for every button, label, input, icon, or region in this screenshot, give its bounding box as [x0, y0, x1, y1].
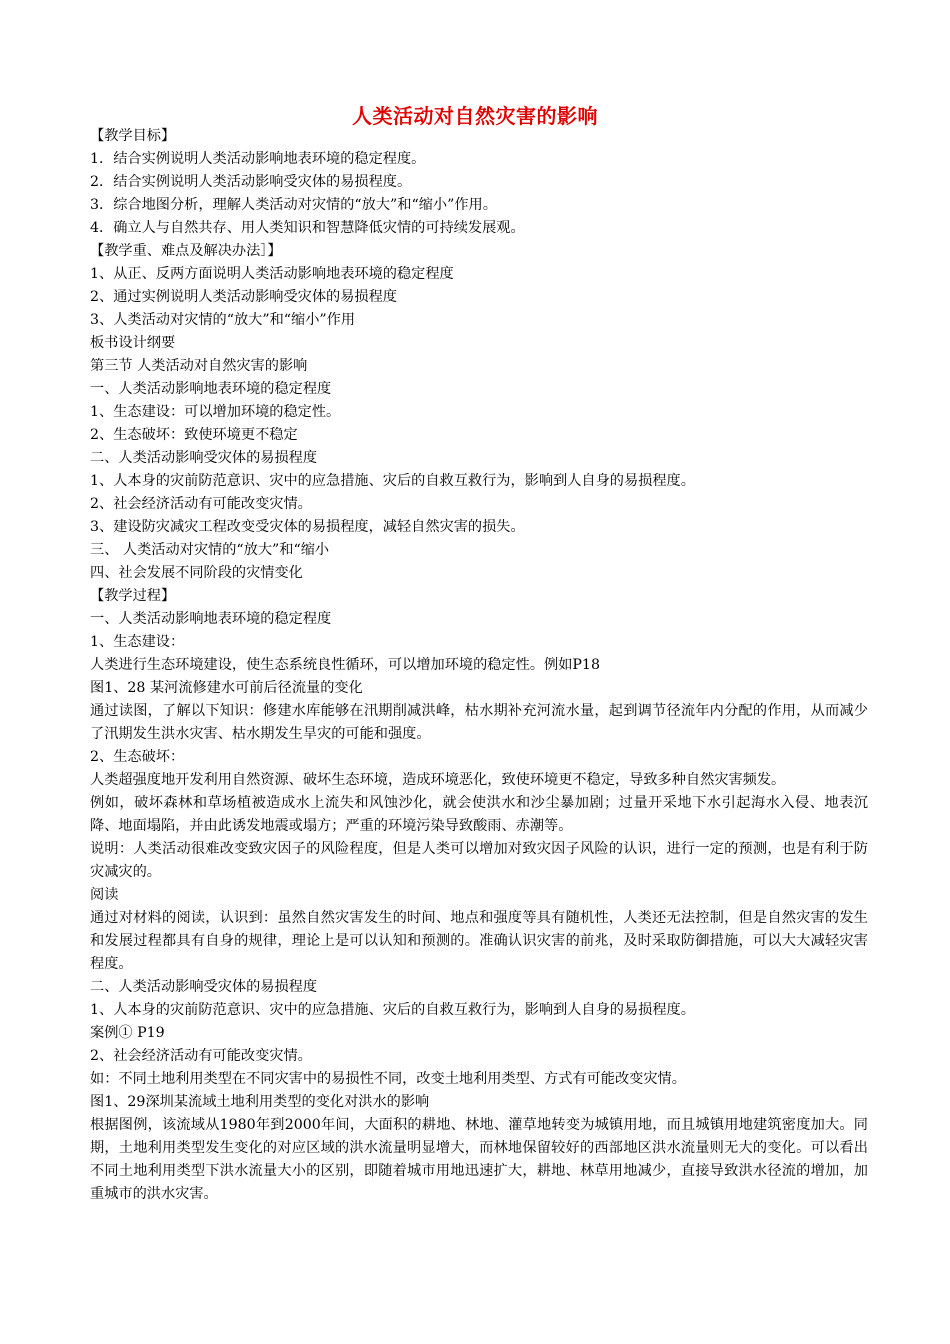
paragraph: 通过读图，了解以下知识：修建水库能够在汛期削减洪峰，枯水期补充河流水量，起到调节径流年内分配的作用，从而减少了汛期发生洪水灾害、枯水期发生旱灾的可能和强度。 — [90, 703, 868, 742]
paragraph: 1、生态建设： — [90, 634, 185, 650]
paragraph: 根据图例，该流域从1980年到2000年间，大面积的耕地、林地、灌草地转变为城镇用地，而且城镇用地建筑密度加大。同期，土地利用类型发生变化的对应区域的洪水流量明显增大，而林地保留较好的西部地区洪水流量则无大的变化。可以看出不同土地利用类型下洪水流量大小的区别，即随着城市用地迅速扩大，耕地、林草用地减少，直接导致洪水径流的增加，加重城市的洪水灾害。 — [90, 1117, 868, 1202]
paragraph: 一、人类活动影响地表环境的稳定程度 — [90, 381, 332, 397]
section-heading: 【教学重、难点及解决办法］】 — [90, 243, 282, 259]
paragraph: 四、社会发展不同阶段的灾情变化 — [90, 565, 303, 581]
paragraph: 3．综合地图分析，理解人类活动对灾情的“放大”和“缩小”作用。 — [90, 197, 497, 213]
paragraph: 3、建设防灾减灾工程改变受灾体的易损程度，减轻自然灾害的损失。 — [90, 519, 525, 535]
paragraph: 如：不同土地利用类型在不同灾害中的易损性不同，改变土地利用类型、方式有可能改变灾情。 — [90, 1071, 686, 1087]
paragraph: 案例① P19 — [90, 1025, 165, 1041]
paragraph: 2、社会经济活动有可能改变灾情。 — [90, 496, 312, 512]
paragraph: 4．确立人与自然共存、用人类知识和智慧降低灾情的可持续发展观。 — [90, 220, 525, 236]
document-body — [90, 125, 868, 1206]
paragraph: 说明：人类活动很难改变致灾因子的风险程度，但是人类可以增加对致灾因子风险的认识，进行一定的预测，也是有利于防灾减灾的。 — [90, 841, 868, 880]
paragraph: 图1、29深圳某流域土地利用类型的变化对洪水的影响 — [90, 1094, 430, 1110]
paragraph: 二、人类活动影响受灾体的易损程度 — [90, 979, 318, 995]
paragraph: 2、通过实例说明人类活动影响受灾体的易损程度 — [90, 289, 397, 305]
paragraph: 一、人类活动影响地表环境的稳定程度 — [90, 611, 332, 627]
paragraph: 阅读 — [90, 887, 119, 903]
paragraph: 第三节 人类活动对自然灾害的影响 — [90, 358, 308, 374]
paragraph: 2、社会经济活动有可能改变灾情。 — [90, 1048, 312, 1064]
paragraph: 2．结合实例说明人类活动影响受灾体的易损程度。 — [90, 174, 412, 190]
paragraph: 人类超强度地开发利用自然资源、破坏生态环境，造成环境恶化，致使环境更不稳定，导致多种自然灾害频发。 — [90, 772, 786, 788]
paragraph: 图1、28 某河流修建水可前后径流量的变化 — [90, 680, 363, 696]
paragraph: 2、生态破坏： — [90, 749, 185, 765]
paragraph: 三、 人类活动对灾情的“放大”和“缩小 — [90, 542, 330, 558]
paragraph: 二、人类活动影响受灾体的易损程度 — [90, 450, 318, 466]
paragraph: 1．结合实例说明人类活动影响地表环境的稳定程度。 — [90, 151, 426, 167]
section-heading: 【教学过程】 — [90, 588, 176, 604]
paragraph: 通过对材料的阅读，认识到：虽然自然灾害发生的时间、地点和强度等具有随机性，人类还无法控制，但是自然灾害的发生和发展过程都具有自身的规律，理论上是可以认知和预测的。准确认识灾害的前兆，及时采取防御措施，可以大大减轻灾害程度。 — [90, 910, 868, 972]
paragraph: 3、人类活动对灾情的“放大”和“缩小”作用 — [90, 312, 356, 328]
paragraph: 人类进行生态环境建设，使生态系统良性循环，可以增加环境的稳定性。例如P18 — [90, 657, 600, 673]
paragraph: 例如，破坏森林和草场植被造成水上流失和风蚀沙化，就会使洪水和沙尘暴加剧；过量开采地下水引起海水入侵、地表沉降、地面塌陷，并由此诱发地震或塌方；严重的环境污染导致酸雨、赤潮等。 — [90, 795, 868, 834]
section-heading: 【教学目标】 — [90, 128, 176, 144]
paragraph: 1、生态建设：可以增加环境的稳定性。 — [90, 404, 341, 420]
page-title: 人类活动对自然灾害的影响 — [352, 104, 598, 128]
paragraph: 板书设计纲要 — [90, 335, 176, 351]
paragraph: 1、人本身的灾前防范意识、灾中的应急措施、灾后的自救互救行为，影响到人自身的易损程度。 — [90, 1002, 695, 1018]
paragraph: 1、从正、反两方面说明人类活动影响地表环境的稳定程度 — [90, 266, 454, 282]
paragraph: 1、人本身的灾前防范意识、灾中的应急措施、灾后的自救互救行为，影响到人自身的易损程度。 — [90, 473, 695, 489]
paragraph: 2、生态破坏：致使环境更不稳定 — [90, 427, 298, 443]
